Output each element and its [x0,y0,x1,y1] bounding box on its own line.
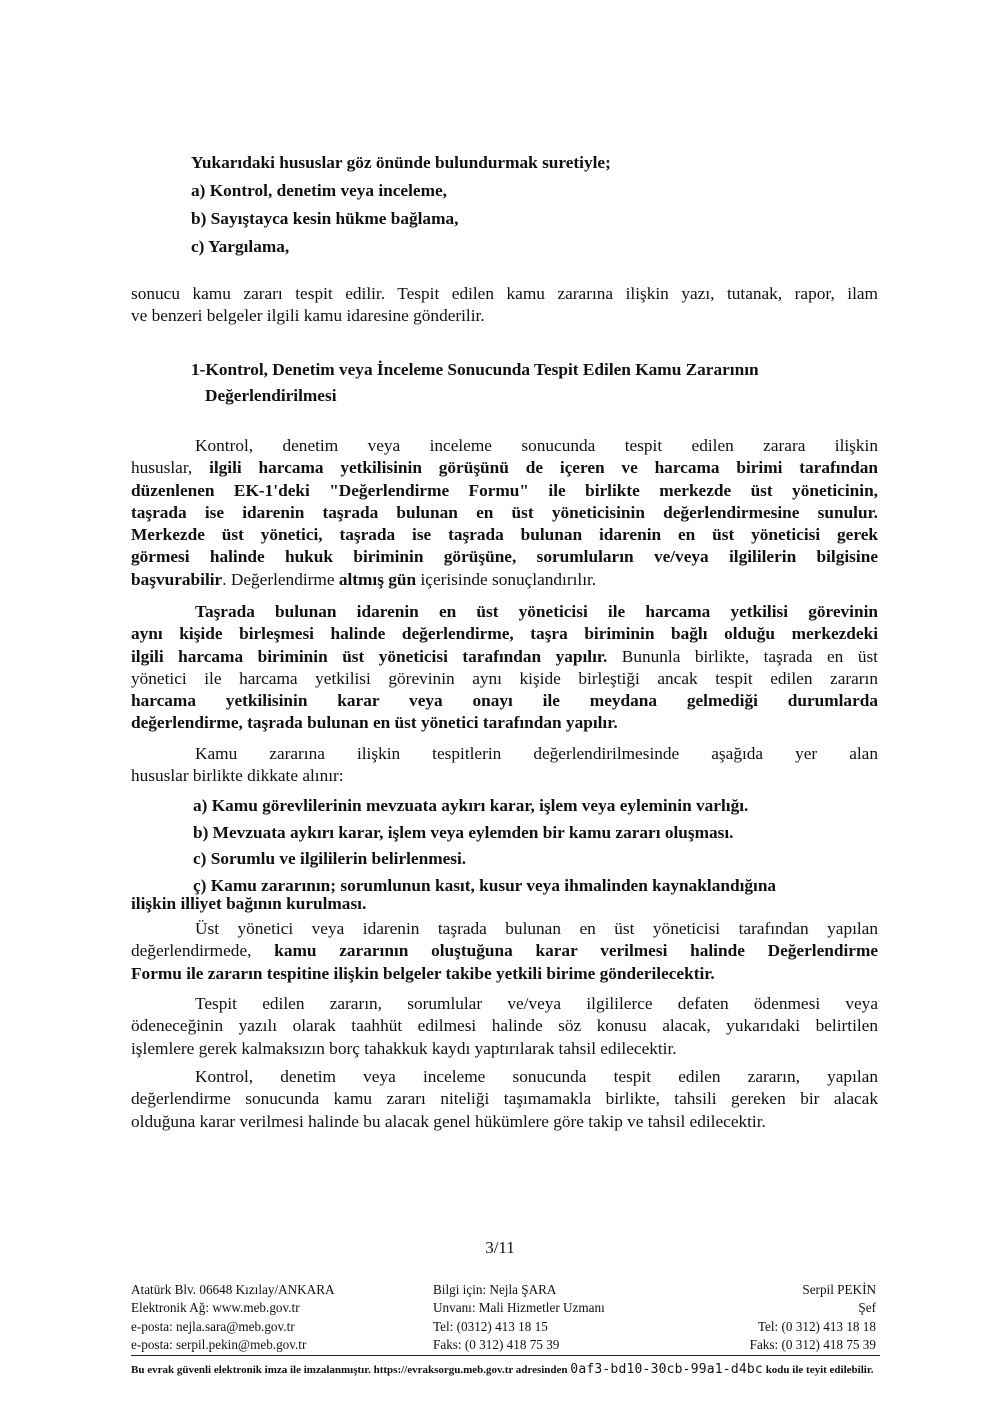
p1-line-2a: hususlar, [131,458,210,478]
footer-email-link[interactable]: e-posta: nejla.sara@meb.gov.tr [131,1318,295,1334]
paragraph-5 [131,993,878,1060]
e-signature-note [131,1362,891,1377]
p2-line-6: değerlendirme, taşrada bulunan en üst yönetici tarafından yapılır. [131,713,618,733]
p1-line-7c: altmış gün [338,569,417,589]
criteria-b: b) Mevzuata aykırı karar, işlem veya eylemden bir kamu zararı oluşması. [193,822,734,842]
p2-line-4: yönetici ile harcama yetkilisi görevinin aynı kişide birleştiği ancak tespit edilen zararın [131,668,878,688]
p3-line-1: Kamu zararına ilişkin tespitlerin değerlendirilmesinde aşağıda yer alan [195,744,878,763]
p1-line-4: taşrada ise idarenin taşrada bulunan en üst yöneticisinin değerlendirmesine sunulur. [131,502,878,522]
footer-divider [131,1355,880,1356]
paragraph-4 [131,918,878,985]
footer-signatory-line: Tel: (0 312) 413 18 18 [757,1318,876,1334]
p3-line-2: hususlar birlikte dikkate alınır: [131,766,344,786]
criteria-d-continuation [131,893,878,915]
intro-line-1: Yukarıdaki hususlar göz önünde bulundurmak suretiyle; [191,153,611,172]
footer-contact-line: Bilgi için: Nejla ŞARA [433,1282,557,1297]
criteria-d-line-1: ç) Kamu zararının; sorumlunun kasıt, kusur veya ihmalinden kaynaklandığına [193,875,777,895]
p4-line-2b: kamu zararının oluştuğuna karar verilmesi halinde Değerlendirme [274,941,879,961]
p2-line-5: harcama yetkilisinin karar veya onayı ile meydana gelmediği durumlarda [131,691,878,711]
criteria-a: a) Kamu görevlilerinin mevzuata aykırı karar, işlem veya eyleminin varlığı. [193,796,749,815]
p2-line-3a: ilgili harcama biriminin üst yöneticisi tarafından yapılır. [131,646,608,666]
paragraph-2 [131,601,878,735]
p2-line-1: Taşrada bulunan idarenin en üst yöneticisi ile harcama yetkilisi görevinin [195,602,878,621]
footer-signatory-line: Şef [858,1300,876,1316]
intro-list [191,149,891,261]
p1-line-5: Merkezde üst yönetici, taşrada ise taşrada bulunan idarenin en üst yöneticisi gerek [131,525,878,545]
p6-line-2: değerlendirme sonucunda kamu zararı niteliği taşımamakla birlikte, tahsili gereken bir alacak [131,1089,878,1109]
footer-contact-line: Faks: (0 312) 418 75 39 [433,1337,560,1353]
p6-line-1: Kontrol, denetim veya inceleme sonucunda tespit edilen zararın, yapılan [195,1067,878,1086]
p1-line-2 [131,457,878,479]
p4-line-3: Formu ile zararın tespitine ilişkin belgeler takibe yetkili birime gönderilecektir. [131,963,715,983]
e-signature-suffix: kodu ile teyit edilebilir. [765,1364,874,1376]
verification-code: 0af3-bd10-30cb-99a1-d4bc [570,1362,763,1377]
footer-contact-line: Tel: (0312) 413 18 15 [433,1318,548,1334]
heading-line-2: Değerlendirilmesi [205,386,337,405]
p5-line-3: işlemlere gerek kalmaksızın borç tahakkuk kaydı yaptırılarak tahsil edilecektir. [131,1038,677,1058]
footer-signatory [680,1281,876,1355]
footer-contact-line: Unvanı: Mali Hizmetler Uzmanı [433,1300,605,1316]
criteria-list [193,793,893,899]
paragraph-1 [131,435,878,591]
page-number: 3/11 [485,1238,515,1257]
p1-line-7a: başvurabilir [131,569,223,589]
p2-line-2: aynı kişide birleşmesi halinde değerlendirme, taşra biriminin bağlı olduğu merkezdeki [131,624,878,644]
p1-line-2b: ilgili harcama yetkilisinin görüşünü de içeren ve harcama birimi tarafından [209,458,878,478]
p1-line-3: düzenlenen EK-1'deki "Değerlendirme Formu" ile birlikte merkezde üst yöneticinin, [131,480,878,500]
intro-line-2: a) Kontrol, denetim veya inceleme, [191,181,447,200]
p1-line-6: görmesi halinde hukuk biriminin görüşüne, sorumluların ve/veya ilgililerin bilgisine [131,547,878,567]
p1-line-7 [131,569,878,591]
section-heading [191,357,891,409]
result-line-2: ve benzeri belgeler ilgili kamu idaresine gönderilir. [131,306,485,326]
criteria-c: c) Sorumlu ve ilgililerin belirlenmesi. [193,849,467,868]
p5-line-1: Tespit edilen zararın, sorumlular ve/veya ilgililerce defaten ödenmesi veya [195,994,878,1013]
p2-line-3 [131,646,878,668]
footer-address [131,1281,421,1355]
p1-line-1: Kontrol, denetim veya inceleme sonucunda tespit edilen zarara ilişkin [195,436,878,455]
paragraph-3 [131,743,878,788]
footer-address-line: Atatürk Blv. 06648 Kızılay/ANKARA [131,1282,335,1297]
footer-signatory-line: Faks: (0 312) 418 75 39 [749,1337,876,1353]
e-signature-text: Bu evrak güvenli elektronik imza ile imzalanmıştır. https://evraksorgu.meb.gov.tr adresinden [131,1364,568,1376]
p2-line-3b: Bununla birlikte, taşrada en üst [607,646,878,666]
footer-email-link[interactable]: e-posta: serpil.pekin@meb.gov.tr [131,1337,307,1353]
p1-line-7b: . Değerlendirme [222,569,339,589]
result-line-1: sonucu kamu zararı tespit edilir. Tespit edilen kamu zararına ilişkin yazı, tutanak, rapor, ilam [131,284,878,303]
paragraph-6 [131,1066,878,1133]
p4-line-2 [131,940,878,962]
criteria-d-line-2: ilişkin illiyet bağının kurulması. [131,894,367,913]
p6-line-3: olduğuna karar verilmesi halinde bu alacak genel hükümlere göre takip ve tahsil edilecektir. [131,1111,766,1131]
footer-contact [433,1281,673,1355]
intro-line-3: b) Sayıştayca kesin hükme bağlama, [191,209,459,228]
heading-line-1: 1-Kontrol, Denetim veya İnceleme Sonucunda Tespit Edilen Kamu Zararının [191,360,759,379]
result-paragraph [131,283,878,328]
p4-line-2a: değerlendirmede, [131,941,275,961]
p5-line-2: ödeneceğinin yazılı olarak taahhüt edilmesi halinde söz konusu alacak, yukarıdaki belirtilen [131,1016,878,1036]
footer-web-link[interactable]: Elektronik Ağ: www.meb.gov.tr [131,1300,300,1316]
p1-line-7d: içerisinde sonuçlandırılır. [416,569,597,589]
p4-line-1: Üst yönetici veya idarenin taşrada bulunan en üst yöneticisi tarafından yapılan [195,919,878,938]
intro-line-4: c) Yargılama, [191,237,290,256]
footer-signatory-line: Serpil PEKİN [802,1282,876,1297]
